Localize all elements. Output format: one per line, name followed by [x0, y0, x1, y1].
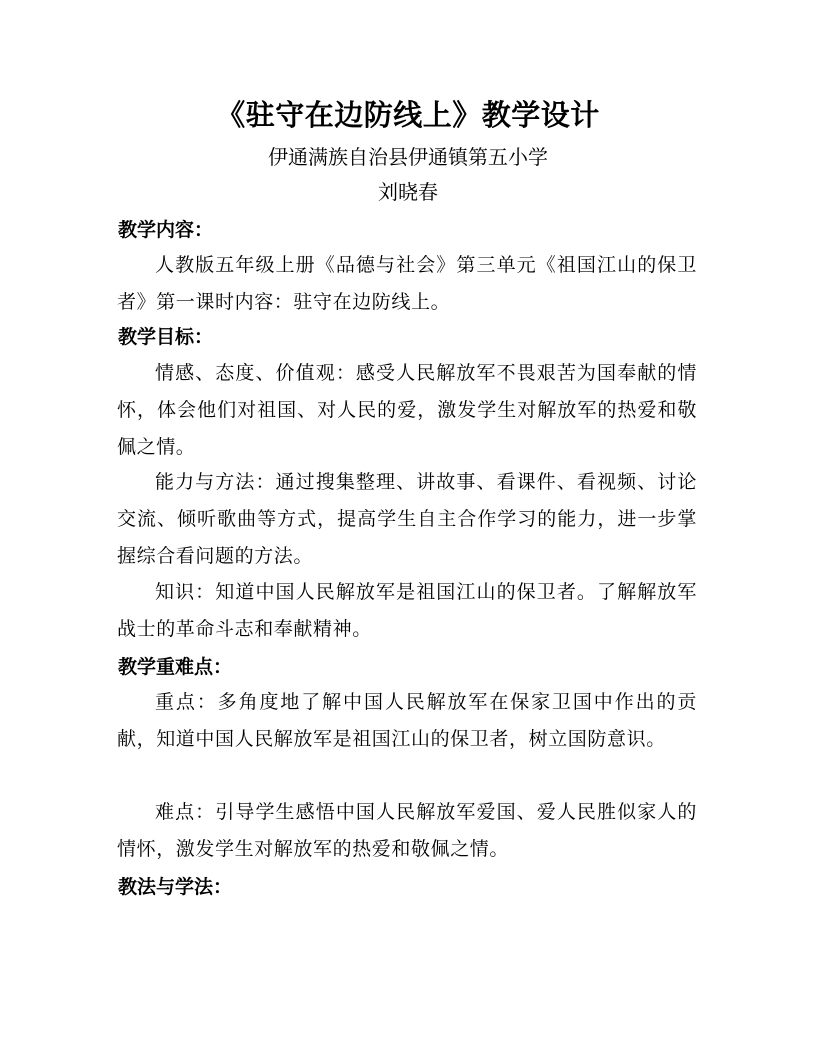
paragraph-key-focus: 重点：多角度地了解中国人民解放军在保家卫国中作出的贡献，知道中国人民解放军是祖国江山的保卫者，树立国防意识。 — [117, 691, 697, 750]
paragraph-objective-ability: 能力与方法：通过搜集整理、讲故事、看课件、看视频、讨论交流、倾听歌曲等方式，提高学生自主合作学习的能力，进一步掌握综合看问题的方法。 — [117, 471, 697, 567]
paragraph-objective-emotion: 情感、态度、价值观：感受人民解放军不畏艰苦为国奉献的情怀，体会他们对祖国、对人民的爱，激发学生对解放军的热爱和敬佩之情。 — [117, 362, 697, 458]
heading-teaching-objectives: 教学目标： — [118, 326, 214, 348]
heading-teaching-content: 教学内容： — [118, 219, 214, 241]
paragraph-objective-knowledge: 知识：知道中国人民解放军是祖国江山的保卫者。了解解放军战士的革命斗志和奉献精神。 — [117, 581, 697, 640]
paragraph-teaching-content: 人教版五年级上册《品德与社会》第三单元《祖国江山的保卫者》第一课时内容：驻守在边防线上。 — [117, 254, 697, 313]
document-title: 《驻守在边防线上》教学设计 — [216, 98, 600, 132]
paragraph-key-difficulty: 难点：引导学生感悟中国人民解放军爱国、爱人民胜似家人的情怀，激发学生对解放军的热爱和敬佩之情。 — [117, 801, 697, 860]
school-name: 伊通满族自治县伊通镇第五小学 — [268, 145, 548, 169]
heading-key-points: 教学重难点： — [118, 656, 233, 678]
heading-teaching-methods: 教法与学法： — [118, 876, 233, 898]
author-name: 刘晓春 — [378, 180, 438, 204]
